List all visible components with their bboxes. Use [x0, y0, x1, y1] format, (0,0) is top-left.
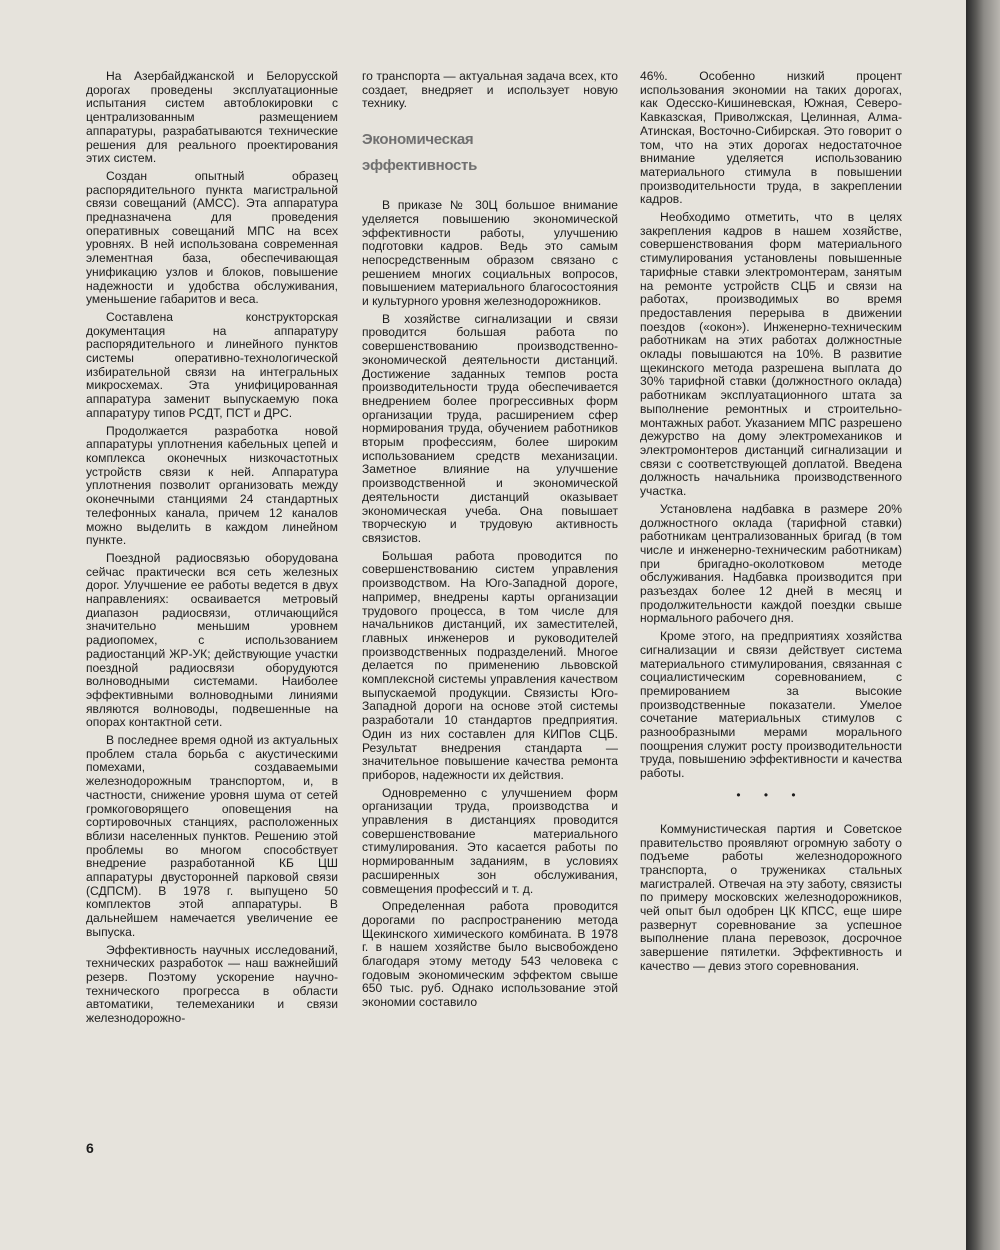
text-column-3	[640, 70, 902, 974]
paragraph: На Азербайджанской и Белорусской дорогах проведены эксплуатационные испытания систем автоблокировки с централизованным размещением аппаратуры, разрабатываются технические решения для реального проектирования этих систем.	[86, 69, 338, 166]
paragraph: Определенная работа проводится дорогами по распространению метода Щекинского химического комбината. В 1978 г. в нашем хозяйстве было высвобождено благодаря этому методу 543 человека с годовым экономическим эффектом свыше 650 тыс. руб. Однако использование этой экономии составило	[362, 899, 618, 1010]
paragraph: В последнее время одной из актуальных проблем стала борьба с акустическими помехами, создаваемыми железнодорожным транспортом, и, в частности, снижение уровня шума от сетей громкоговорящего оповещения на сортировочных станциях, расположенных вблизи населенных пунктов. Решению этой проблемы во многом способствует внедрение разработанной КБ ЦШ аппаратуры двусторонней парковой связи (СДПСМ). В 1978 г. выпущено 50 комплектов этой аппаратуры. В дальнейшем намечается увеличение ее выпуска.	[86, 733, 338, 939]
paragraph: Большая работа проводится по совершенствованию систем управления производством. На Юго-Западной дороге, например, внедрены карты организации трудового процесса, в том числе для начальников дистанций, их заместителей, главных инженеров и руководителей производственных подразделений. Многое делается по применению львовской комплексной системы управления качеством выпускаемой продукции. Связисты Юго-Западной дороги на основе этой системы разработали 10 стандартов предприятия. Один из них составлен для КИПов СЦБ. Результат внедрения стандарта — значительное повышение качества ремонта приборов, надежности их действия.	[362, 548, 618, 782]
section-heading-line: Экономическая	[362, 131, 474, 149]
paragraph: Поездной радиосвязью оборудована сейчас практически вся сеть железных дорог. Улучшение ее работы ведется в двух направлениях: осваивается метровый диапазон радиосвязи, отличающийся значительно меньшим уровнем радиопомех, с использованием радиостанций ЖР-УК; действующие участки поездной радиосвязи оборудуются волноводными системами. Наиболее эффективными волноводными линиями являются волноводы, подвешенные на опорах контактной сети.	[86, 550, 338, 730]
page-number: 6	[86, 1140, 94, 1156]
paragraph: В приказе № 30Ц большое внимание уделяется повышению экономической эффективности работы, улучшению подготовки кадров. Ведь это самым непосредственным образом связано с решением многих социальных вопросов, повышением материального благосостояния и культурного уровня железнодорожников.	[362, 198, 618, 309]
paragraph-continuation: 46%. Особенно низкий процент использования экономии на таких дорогах, как Одесско-Кишиневская, Южная, Северо-Кавказская, Приволжская, Целинная, Алма-Атинская, Восточно-Сибирская. Это говорит о том, что на этих дорогах недостаточное внимание уделяется использованию материального стимула в повышении производительности труда, в закреплении кадров.	[640, 69, 902, 207]
section-heading-line: эффективность	[362, 157, 478, 175]
text-column-1	[86, 70, 338, 1026]
paragraph: В хозяйстве сигнализации и связи проводится большая работа по совершенствованию производственно-экономической деятельности дистанций. Достижение заданных темпов роста производительности труда обеспечивается внедрением более прогрессивных форм организации труда, расширением сфер нормирования труда, обучением работников вторым профессиям, более широким использованием средств механизации. Заметное влияние на улучшение производственной и экономической деятельности дистанций оказывает экономическая учеба. Она повышает творческую и трудовую активность связистов.	[362, 311, 618, 545]
section-separator: • • •	[736, 787, 806, 802]
paragraph: Кроме этого, на предприятиях хозяйства сигнализации и связи действует система материального стимулирования, связанная с социалистическим соревнованием, с премированием за высокие производственные показатели. Умелое сочетание материальных стимулов с разнообразными мерами морального поощрения служит росту производительности труда, повышению эффективности и качества работы.	[640, 629, 902, 781]
paragraph: Составлена конструкторская документация на аппаратуру распорядительного и линейного пунктов системы оперативно-технологической избирательной связи на интегральных микросхемах. Эта унифицированная аппаратура заменит выпускаемую пока аппаратуру типов РСДТ, ПСТ и ДРС.	[86, 309, 338, 420]
paragraph: Необходимо отметить, что в целях закрепления кадров в нашем хозяйстве, совершенствования форм материального стимулирования установлены повышенные тарифные ставки электромонтерам, занятым на ремонте устройств СЦБ и связи на работах, производимых во время предоставления перерыва в движении поездов («окон»). Инженерно-техническим работникам на этих работах должностные оклады повышаются на 10%. В развитие щекинского метода разрешена выплата до 30% тарифной ставки (должностного оклада) работникам эксплуатационного штата за выполнение ремонтных и строительно-монтажных работ. Указанием МПС разрешено дежурство на дому электромехаников и электромонтеров дистанций сигнализации и связи с соответствующей доплатой. Введена должность начальника производственного участка.	[640, 210, 902, 499]
text-column-2	[362, 70, 618, 1010]
binding-spine	[966, 0, 1000, 1250]
paragraph: Установлена надбавка в размере 20% должностного оклада (тарифной ставки) работникам централизованных бригад (в том числе и инженерно-техническим работникам) при бригадно-околотковом методе обслуживания. Надбавка производится при разъездах более 12 дней в месяц и продолжительности каждой поездки свыше нормального рабочего дня.	[640, 501, 902, 626]
paragraph: Создан опытный образец распорядительного пункта магистральной связи совещаний (АМСС). Эта аппаратура предназначена для проведения оперативных совещаний МПС на всех уровнях. В ней использована современная элементная база, обеспечивающая унификацию узлов и блоков, повышение надежности и удобства обслуживания, уменьшение габаритов и веса.	[86, 168, 338, 307]
paragraph: Продолжается разработка новой аппаратуры уплотнения кабельных цепей и комплекса оконечных низкочастотных устройств связи к ней. Аппаратура уплотнения позволит организовать между оконечными станциями 24 стандартных телефонных канала, причем 12 каналов можно выделить в каждом линейном пункте.	[86, 423, 338, 548]
paragraph-continuation: го транспорта — актуальная задача всех, кто создает, внедряет и использует новую технику.	[362, 69, 618, 111]
section-heading	[362, 127, 618, 179]
paragraph: Коммунистическая партия и Советское правительство проявляют огромную заботу о подъеме работы железнодорожного транспорта, о тружениках стальных магистралей. Отвечая на эту заботу, связисты по примеру московских железнодорожников, чей опыт был одобрен ЦК КПСС, еще шире развернут соревнование за успешное выполнение плана перевозок, досрочное завершение пятилетки. Эффективность и качество — девиз этого соревнования.	[640, 821, 902, 973]
paragraph: Эффективность научных исследований, технических разработок — наш важнейший резерв. Поэтому ускорение научно-технического прогресса в области автоматики, телемеханики и связи железнодорожно-	[86, 942, 338, 1026]
paragraph: Одновременно с улучшением форм организации труда, производства и управления в дистанциях проводится совершенствование материального стимулирования. Это касается работы по нормированным заданиям, в условиях расширенных зон обслуживания, совмещения профессий и т. д.	[362, 785, 618, 896]
